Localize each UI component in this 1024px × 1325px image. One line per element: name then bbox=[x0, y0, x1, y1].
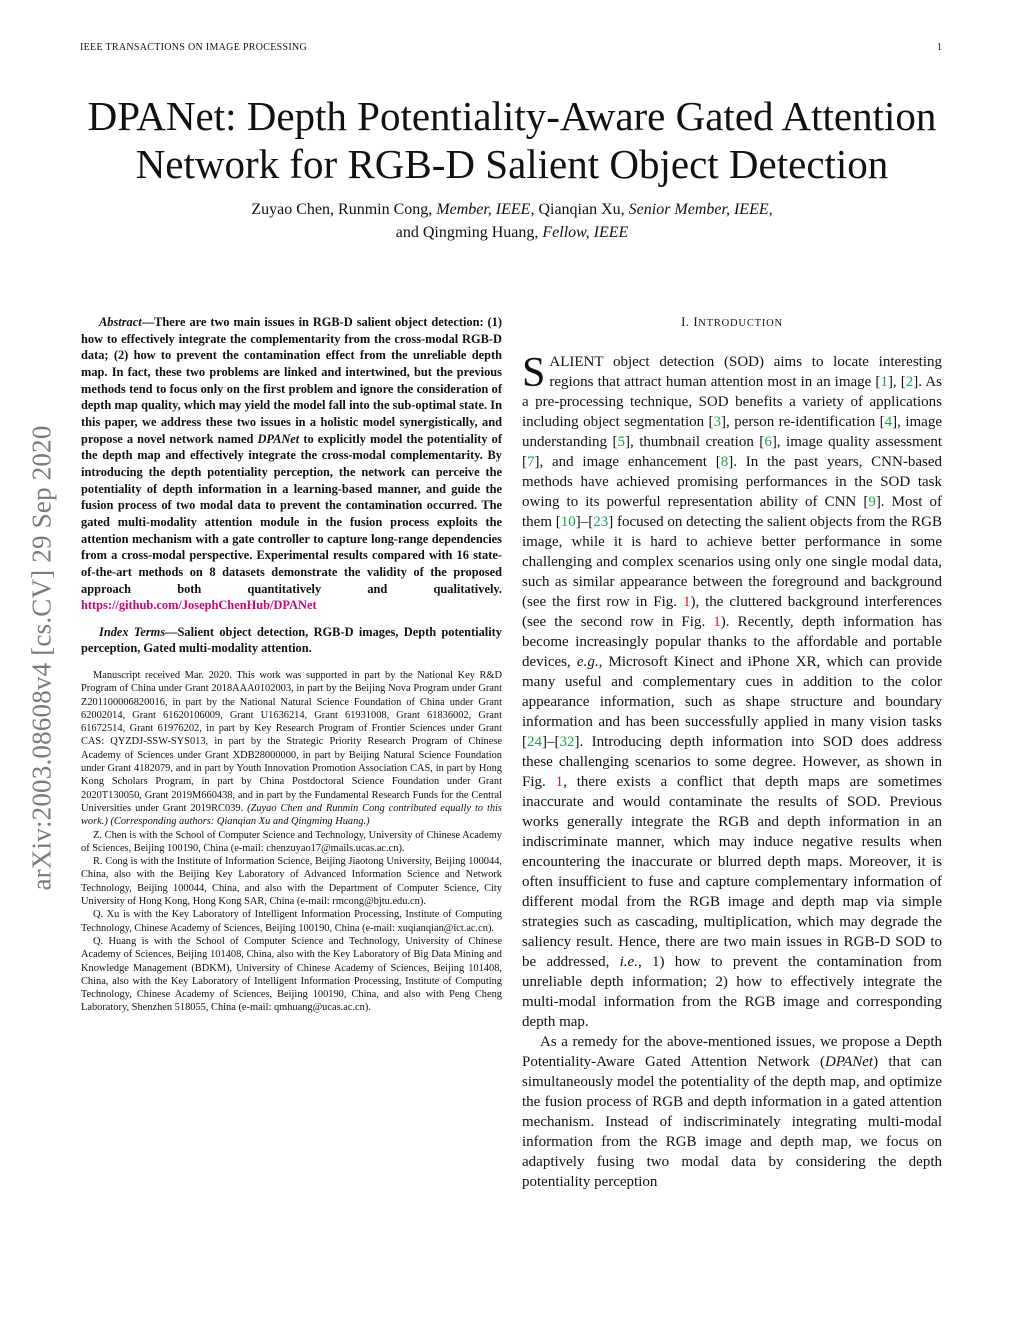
intro-text: ) that can simultaneously model the potentiality of the depth map, and optimize the fusion process of RGB and depth information in a gated attention mechanism. Instead of indiscriminately integrating multi-modal information from the RGB image and depth map, we focus on adaptively fusing two modal data by considering the depth potentiality perception bbox=[522, 1054, 942, 1190]
page-number: 1 bbox=[937, 42, 942, 53]
intro-paragraph-2 bbox=[522, 1032, 942, 1192]
author-names-1: Zuyao Chen, Runmin Cong, bbox=[251, 201, 433, 218]
author-list bbox=[60, 198, 964, 244]
author-name-3: Qianqian Xu, bbox=[538, 201, 625, 218]
citation-link[interactable]: 5 bbox=[617, 434, 625, 450]
author-names-2: and Qingming Huang, bbox=[395, 224, 539, 241]
footnote-chen: Z. Chen is with the School of Computer Science and Technology, University of Chinese Academy of Sciences, Beijing 100190, China (e-mail: chenzuyao17@mails.ucas.ac.cn). bbox=[81, 829, 502, 854]
index-terms bbox=[81, 624, 502, 657]
intro-text: ], and image enhancement [ bbox=[534, 454, 721, 470]
journal-header: IEEE TRANSACTIONS ON IMAGE PROCESSING bbox=[80, 42, 308, 53]
title-line-1: DPANet: Depth Potentiality-Aware Gated Attention bbox=[87, 93, 937, 139]
figure-link[interactable]: 1 bbox=[713, 614, 721, 630]
intro-text: ALIENT object detection (SOD) aims to locate interesting regions that attract human attention most in an image [ bbox=[549, 354, 942, 390]
footnote-manuscript bbox=[81, 669, 502, 829]
abstract bbox=[81, 314, 502, 614]
intro-text: DPANet bbox=[825, 1054, 874, 1070]
section-heading-introduction bbox=[522, 314, 942, 332]
index-terms-label: Index Terms bbox=[99, 624, 166, 639]
paper-title bbox=[60, 92, 964, 188]
title-line-2: Network for RGB-D Salient Object Detection bbox=[135, 141, 889, 187]
figure-link[interactable]: 1 bbox=[555, 774, 564, 790]
footnote-cong: R. Cong is with the Institute of Information Science, Beijing Jiaotong University, Beijing 100044, China, also with the Beijing Key Laboratory of Advanced Information Science and Network Technology, Beijing 100044, China, and also with the Department of Computer Science, City University of Hong Kong, Hong Kong SAR, China (e-mail: rmcong@bjtu.edu.cn). bbox=[81, 856, 502, 908]
intro-text: , 1) how to prevent the contamination from unreliable depth information; 2) how to effectively integrate the multi-modal information from the RGB image and corresponding depth map. bbox=[522, 954, 942, 1030]
intro-text: ], [ bbox=[887, 374, 906, 390]
intro-text: ], image quality assessment [ bbox=[522, 434, 942, 470]
author-role-3: Fellow, IEEE bbox=[542, 224, 629, 241]
footnote-xu: Q. Xu is with the Key Laboratory of Intelligent Information Processing, Institute of Computing Technology, Chinese Academy of Sciences, Beijing 100190, China (e-mail: xuqianqian@ict.ac.cn). bbox=[81, 909, 502, 934]
intro-paragraph-1 bbox=[522, 352, 942, 1032]
abstract-label: Abstract bbox=[99, 315, 142, 329]
intro-text: ]. Most of them [ bbox=[522, 494, 942, 530]
citation-link[interactable]: 4 bbox=[884, 414, 893, 430]
intro-text: ] focused on detecting the salient objects from the RGB image, while it is hard to achieve better performance in some challenging and complex scenarios using only one single modal data, such as similar appearance between the foreground and background (see the first row in Fig. bbox=[522, 514, 942, 610]
intro-text: ]. As a pre-processing technique, SOD benefits a variety of applications including object segmentation [ bbox=[522, 374, 942, 430]
abstract-text-1: —There are two main issues in RGB-D salient object detection: (1) how to effectively integrate the complementarity from the cross-modal RGB-D data; (2) how to prevent the contamination effect from the unreliable depth map. In fact, these two problems are linked and intertwined, but the previous methods tend to focus only on the first problem and ignore the consideration of depth map quality, which may yield the model fall into the sub-optimal state. In this paper, we address these two issues in a holistic model synergistically, and propose a novel network named bbox=[81, 315, 502, 446]
intro-text: , Microsoft Kinect and iPhone XR, which can provide many useful and complementary cues in addition to the color appearance information, such as shape structure and boundary information and has been successfully applied in many vision tasks [ bbox=[522, 654, 942, 750]
intro-text: ], person re-identification [ bbox=[721, 414, 885, 430]
figure-link[interactable]: 1 bbox=[682, 594, 691, 610]
intro-text: ]. Introducing depth information into SOD does address these challenging scenarios to some degree. However, as shown in Fig. bbox=[522, 734, 942, 790]
intro-text: As a remedy for the above-mentioned issues, we propose a Depth Potentiality-Aware Gated Attention Network ( bbox=[522, 1034, 942, 1070]
left-column bbox=[81, 314, 502, 1015]
footnote-huang: Q. Huang is with the School of Computer Science and Technology, University of Chinese Academy of Sciences, Beijing 101408, China, also with the Key Laboratory of Big Data Mining and Knowledge Management (BDKM), University of Chinese Academy of Sciences, Beijing 101408, China, also with the Key Laboratory of Intelligent Information Processing, Institute of Computing Technology, Chinese Academy of Sciences, Beijing 100190, China, and also with Peng Cheng Laboratory, Shenzhen 518055, China (e-mail: qmhuang@ucas.ac.cn). bbox=[81, 935, 502, 1014]
abstract-text-2: to explicitly model the potentiality of the depth map and effectively integrate the cross-modal complementarity. By introducing the depth potentiality perception, the network can perceive the potentiality of depth information in a learning-based manner, and guide the fusion process of two modal data to prevent the contamination occurred. The gated multi-modality attention module in the fusion process exploits the attention mechanism with a gate controller to capture long-range dependencies from a cross-modal perspective. Experimental results compared with 16 state-of-the-art methods on 8 datasets demonstrate the validity of the proposed approach both quantitatively and qualitatively. bbox=[81, 431, 502, 596]
section-title-initial: I bbox=[693, 314, 699, 329]
author-role-1: Member, IEEE, bbox=[436, 201, 535, 218]
citation-link[interactable]: 7 bbox=[527, 454, 535, 470]
intro-text: e.g. bbox=[576, 654, 599, 670]
arxiv-stamp-text: arXiv:2003.08608v4 [cs.CV] 29 Sep 2020 bbox=[26, 425, 57, 891]
author-role-2: Senior Member, IEEE, bbox=[628, 201, 773, 218]
citation-link[interactable]: 23 bbox=[593, 514, 609, 530]
citation-link[interactable]: 9 bbox=[868, 494, 876, 510]
footnote-equal-contribution: (Zuyao Chen and Runmin Cong contributed equally to this work.) bbox=[81, 802, 502, 828]
intro-text: ). Recently, depth information has become increasingly popular thanks to the affordable and portable devices, bbox=[522, 614, 942, 670]
intro-text: ]. In the past years, CNN-based methods have achieved promising performances in the SOD task owing to its powerful representation ability of CNN [ bbox=[522, 454, 942, 510]
intro-text: ]–[ bbox=[575, 514, 594, 530]
abstract-method-name: DPANet bbox=[257, 431, 300, 446]
intro-text: , there exists a conflict that depth maps are sometimes inaccurate and would contaminate the results of SOD. Previous works generally integrate the RGB and depth information in an indiscriminate manner, which may induce negative results when encountering the inaccurate or blurred depth maps. Moreover, it is often insufficient to fuse and capture complementary information of different modal from the RGB image and depth map via simple strategies such as cascading, multiplication, which may degrade the saliency result. Hence, there are two main issues in RGB-D SOD to be addressed, bbox=[522, 774, 942, 970]
citation-link[interactable]: 3 bbox=[713, 414, 722, 430]
github-link[interactable]: https://github.com/JosephChenHub/DPANet bbox=[81, 598, 317, 613]
drop-cap: S bbox=[522, 350, 546, 396]
section-title-rest: NTRODUCTION bbox=[698, 318, 783, 329]
footnote-funding: Manuscript received Mar. 2020. This work was supported in part by the National Key R&D Program of China under Grant 2018AAA0102003, in part by the Beijing Nova Program under Grant Z201100006820016, in part by the National Natural Science Foundation of China under Grant 62002014, Grant 61620106009, Grant U1636214, Grant 61931008, Grant 61836002, Grant 61672514, Grant 61976202, in part by Key Research Program of Frontier Sciences under Grant CAS: QYZDJ-SSW-SYS013, in part by the Strategic Priority Research Program of Chinese Academy of Sciences under Grant XDB28000000, in part by Beijing Natural Science Foundation under Grant 4182079, and in part by Youth Innovation Promotion Association CAS, in part by Hong Kong Scholars Program, in part by China Postdoctoral Science Foundation under Grant 2020T130050, Grant 2019M660438, and in part by the Fundamental Research Funds for the Central Universities under Grant 2019RC039. bbox=[81, 670, 502, 814]
citation-link[interactable]: 10 bbox=[560, 514, 576, 530]
intro-text: i.e. bbox=[619, 954, 638, 970]
citation-link[interactable]: 1 bbox=[880, 374, 888, 390]
section-number: I. bbox=[681, 314, 690, 329]
citation-link[interactable]: 6 bbox=[764, 434, 772, 450]
arxiv-stamp bbox=[14, 362, 70, 954]
intro-text: ]–[ bbox=[542, 734, 560, 750]
citation-link[interactable]: 8 bbox=[720, 454, 729, 470]
intro-text: ], image understanding [ bbox=[522, 414, 942, 450]
right-column bbox=[522, 314, 942, 1192]
citation-link[interactable]: 24 bbox=[527, 734, 542, 750]
citation-link[interactable]: 32 bbox=[559, 734, 575, 750]
intro-text: ), the cluttered background interferences (see the second row in Fig. bbox=[522, 594, 942, 630]
footnote-corresponding: (Corresponding authors: Qianqian Xu and Qingming Huang.) bbox=[110, 816, 370, 828]
index-terms-text: —Salient object detection, RGB-D images, Depth potentiality perception, Gated multi-modality attention. bbox=[81, 624, 502, 656]
intro-text: ], thumbnail creation [ bbox=[624, 434, 765, 450]
citation-link[interactable]: 2 bbox=[905, 374, 914, 390]
